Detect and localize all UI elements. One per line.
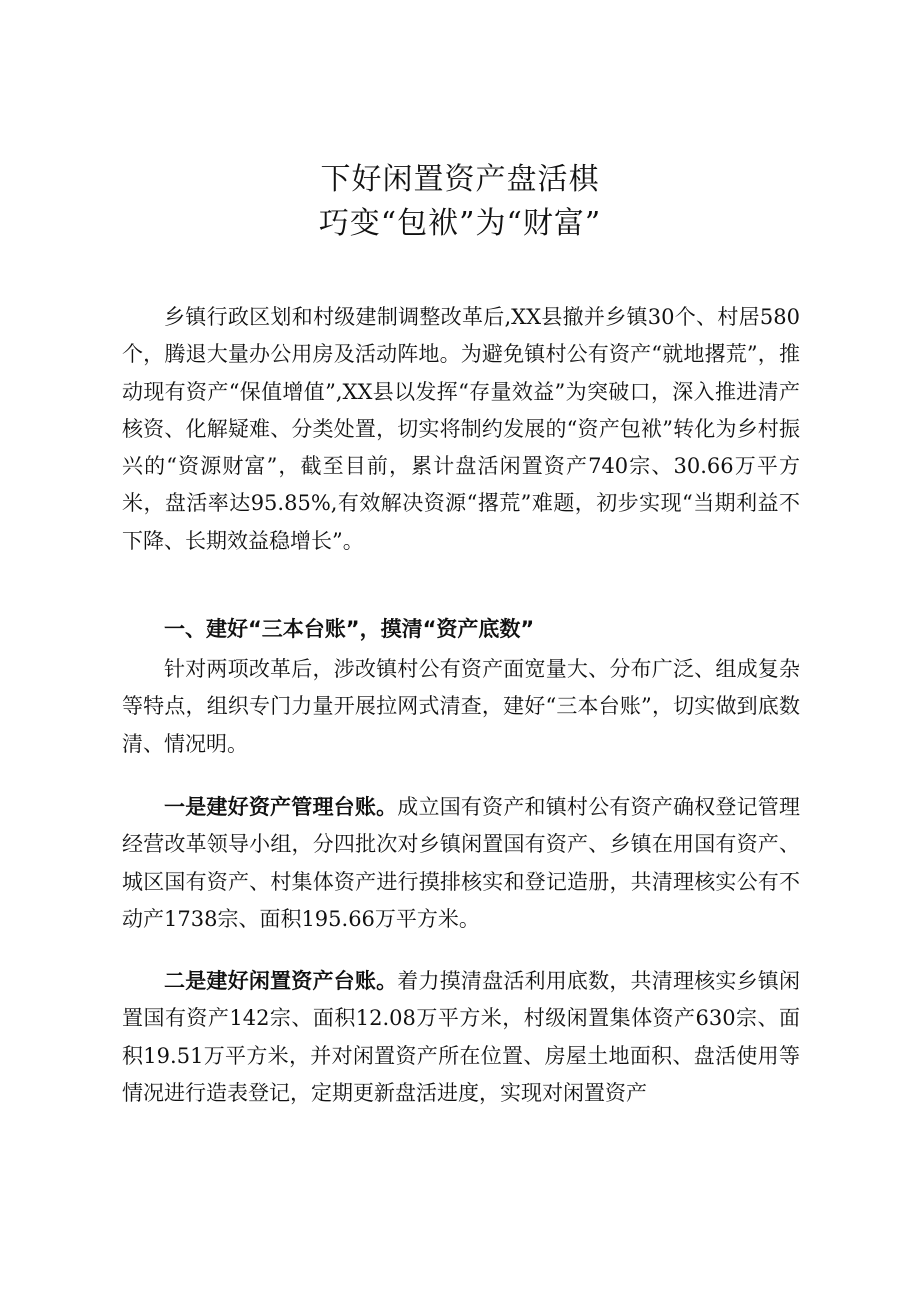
item-2-body: 着力摸清盘活利用底数，共清理核实乡镇闲置国有资产142宗、面积12.08万平方米，村级闲置集体资产630宗、面积19.51万平方米，并对闲置资产所在位置、房屋土地面积、盘活使用等情况进行造表登记，定期更新盘活进度，实现对闲置资产: [122, 969, 801, 1105]
document-title-line-2: 巧变“包袱”为“财富”: [318, 206, 602, 241]
item-1-body: 成立国有资产和镇村公有资产确权登记管理经营改革领导小组，分四批次对乡镇闲置国有资产、乡镇在用国有资产、城区国有资产、村集体资产进行摸排核实和登记造册，共清理核实公有不动产1738宗、面积195.66万平方米。: [122, 795, 801, 931]
section-1-heading: 一、建好“三本台账”，摸清“资产底数”: [164, 617, 535, 641]
intro-paragraph: 乡镇行政区划和村级建制调整改革后,XX县撤并乡镇30个、村居580个，腾退大量办公用房及活动阵地。为避免镇村公有资产“就地撂荒”，推动现有资产“保值增值”,XX县以发挥“存量效益”为突破口，深入推进清产核资、化解疑难、分类处置，切实将制约发展的“资产包袱”转化为乡村振兴的“资源财富”，截至目前，累计盘活闲置资产740宗、30.66万平方米，盘活率达95.85%,有效解决资源“撂荒”难题，初步实现“当期利益不下降、长期效益稳增长”。: [122, 305, 800, 553]
section-1-body: 针对两项改革后，涉改镇村公有资产面宽量大、分布广泛、组成复杂等特点，组织专门力量开展拉网式清查，建好“三本台账”，切实做到底数清、情况明。: [122, 657, 800, 756]
item-2-lead: 二是建好闲置资产台账。: [164, 968, 398, 993]
document-title-line-1: 下好闲置资产盘活棋: [320, 162, 600, 197]
item-1-lead: 一是建好资产管理台账。: [164, 794, 398, 819]
item-1-paragraph: [122, 788, 800, 938]
item-2-paragraph: [122, 962, 800, 1112]
